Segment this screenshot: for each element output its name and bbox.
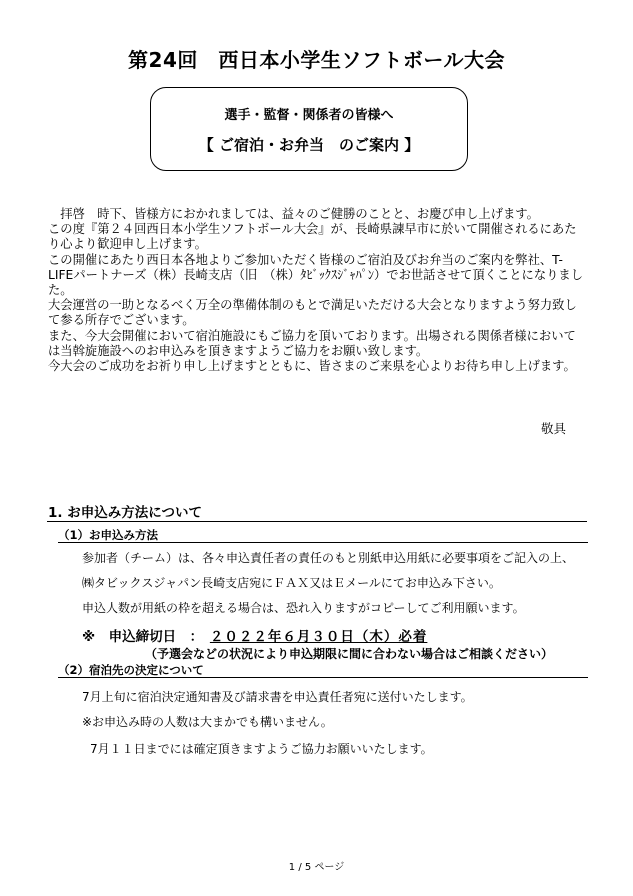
accommodation-line: ※お申込み時の人数は大まかでも構いません。 [82, 715, 333, 729]
accommodation-line: 7月１１日までには確定頂きますようご協力お願いいたします。 [90, 742, 433, 756]
letter-paragraph: 大会運営の一助となるべく万全の準備体制のもとで満足いただける大会となりますよう努力致して参る所存でございます。 [48, 298, 577, 328]
letter-paragraph: この度『第２４回西日本小学生ソフトボール大会』が、長崎県諫早市に於いて開催されるにあたり心より歓迎申し上げます。 [48, 222, 577, 252]
letter-closing: 敬具 [541, 421, 567, 436]
page-number: 1 / 5 ページ [288, 862, 345, 873]
box-addressee: 選手・監督・関係者の皆様へ [224, 108, 394, 123]
guidance-box [150, 87, 468, 171]
application-line: ㈱タビックスジャパン長崎支店宛にＦＡＸ又はＥメールにてお申込み下さい。 [82, 576, 501, 590]
deadline-date: ２０２２年６月３０日（木）必着 [209, 629, 428, 645]
section-title: 1. お申込み方法について [48, 505, 202, 521]
deadline-label: ※ 申込締切日 ： [82, 629, 210, 645]
accommodation-line: 7月上旬に宿泊決定通知書及び請求書を申込責任者宛に送付いたします。 [82, 690, 473, 704]
subsection-heading-application: （1）お申込み方法 [58, 528, 159, 542]
subsection-divider [58, 542, 588, 543]
letter-paragraph: この開催にあたり西日本各地よりご参加いただく皆様のご宿泊及びお弁当のご案内を弊社、T-LIFEパートナーズ（株）長崎支店（旧 （株）ﾀﾋﾞｯｸｽｼﾞｬﾊﾟﾝ）でお世話させて頂くことになりました。 [48, 252, 584, 298]
deadline-note: （予選会などの状況により申込期限に間に合わない場合はご相談ください） [145, 647, 554, 661]
letter-paragraph: 拝啓 時下、皆様方におかれましては、益々のご健勝のことと、お慶び申し上げます。 [48, 207, 539, 221]
deadline-line [82, 625, 427, 645]
box-subject: 【 ご宿泊・お弁当 のご案内 】 [198, 136, 420, 154]
section-divider [47, 521, 587, 522]
subsection-divider [58, 677, 588, 678]
letter-paragraph: 今大会のご成功をお祈り申し上げますとともに、皆さまのご来県を心よりお待ち申し上げます。 [48, 359, 576, 374]
greeting-letter [48, 207, 588, 374]
application-line: 参加者（チーム）は、各々申込責任者の責任のもと別紙申込用紙に必要事項をご記入の上、 [82, 551, 575, 565]
application-line: 申込人数が用紙の枠を超える場合は、恐れ入りますがコピーしてご利用願います。 [82, 601, 525, 615]
letter-paragraph: また、今大会開催において宿泊施設にもご協力を頂いております。出場される関係者様においては当斡旋施設へのお申込みを頂きますようご協力をお願い致します。 [48, 328, 576, 358]
subsection-heading-accommodation: （2）宿泊先の決定について [58, 663, 204, 677]
document-title: 第24回 西日本小学生ソフトボール大会 [128, 48, 505, 72]
